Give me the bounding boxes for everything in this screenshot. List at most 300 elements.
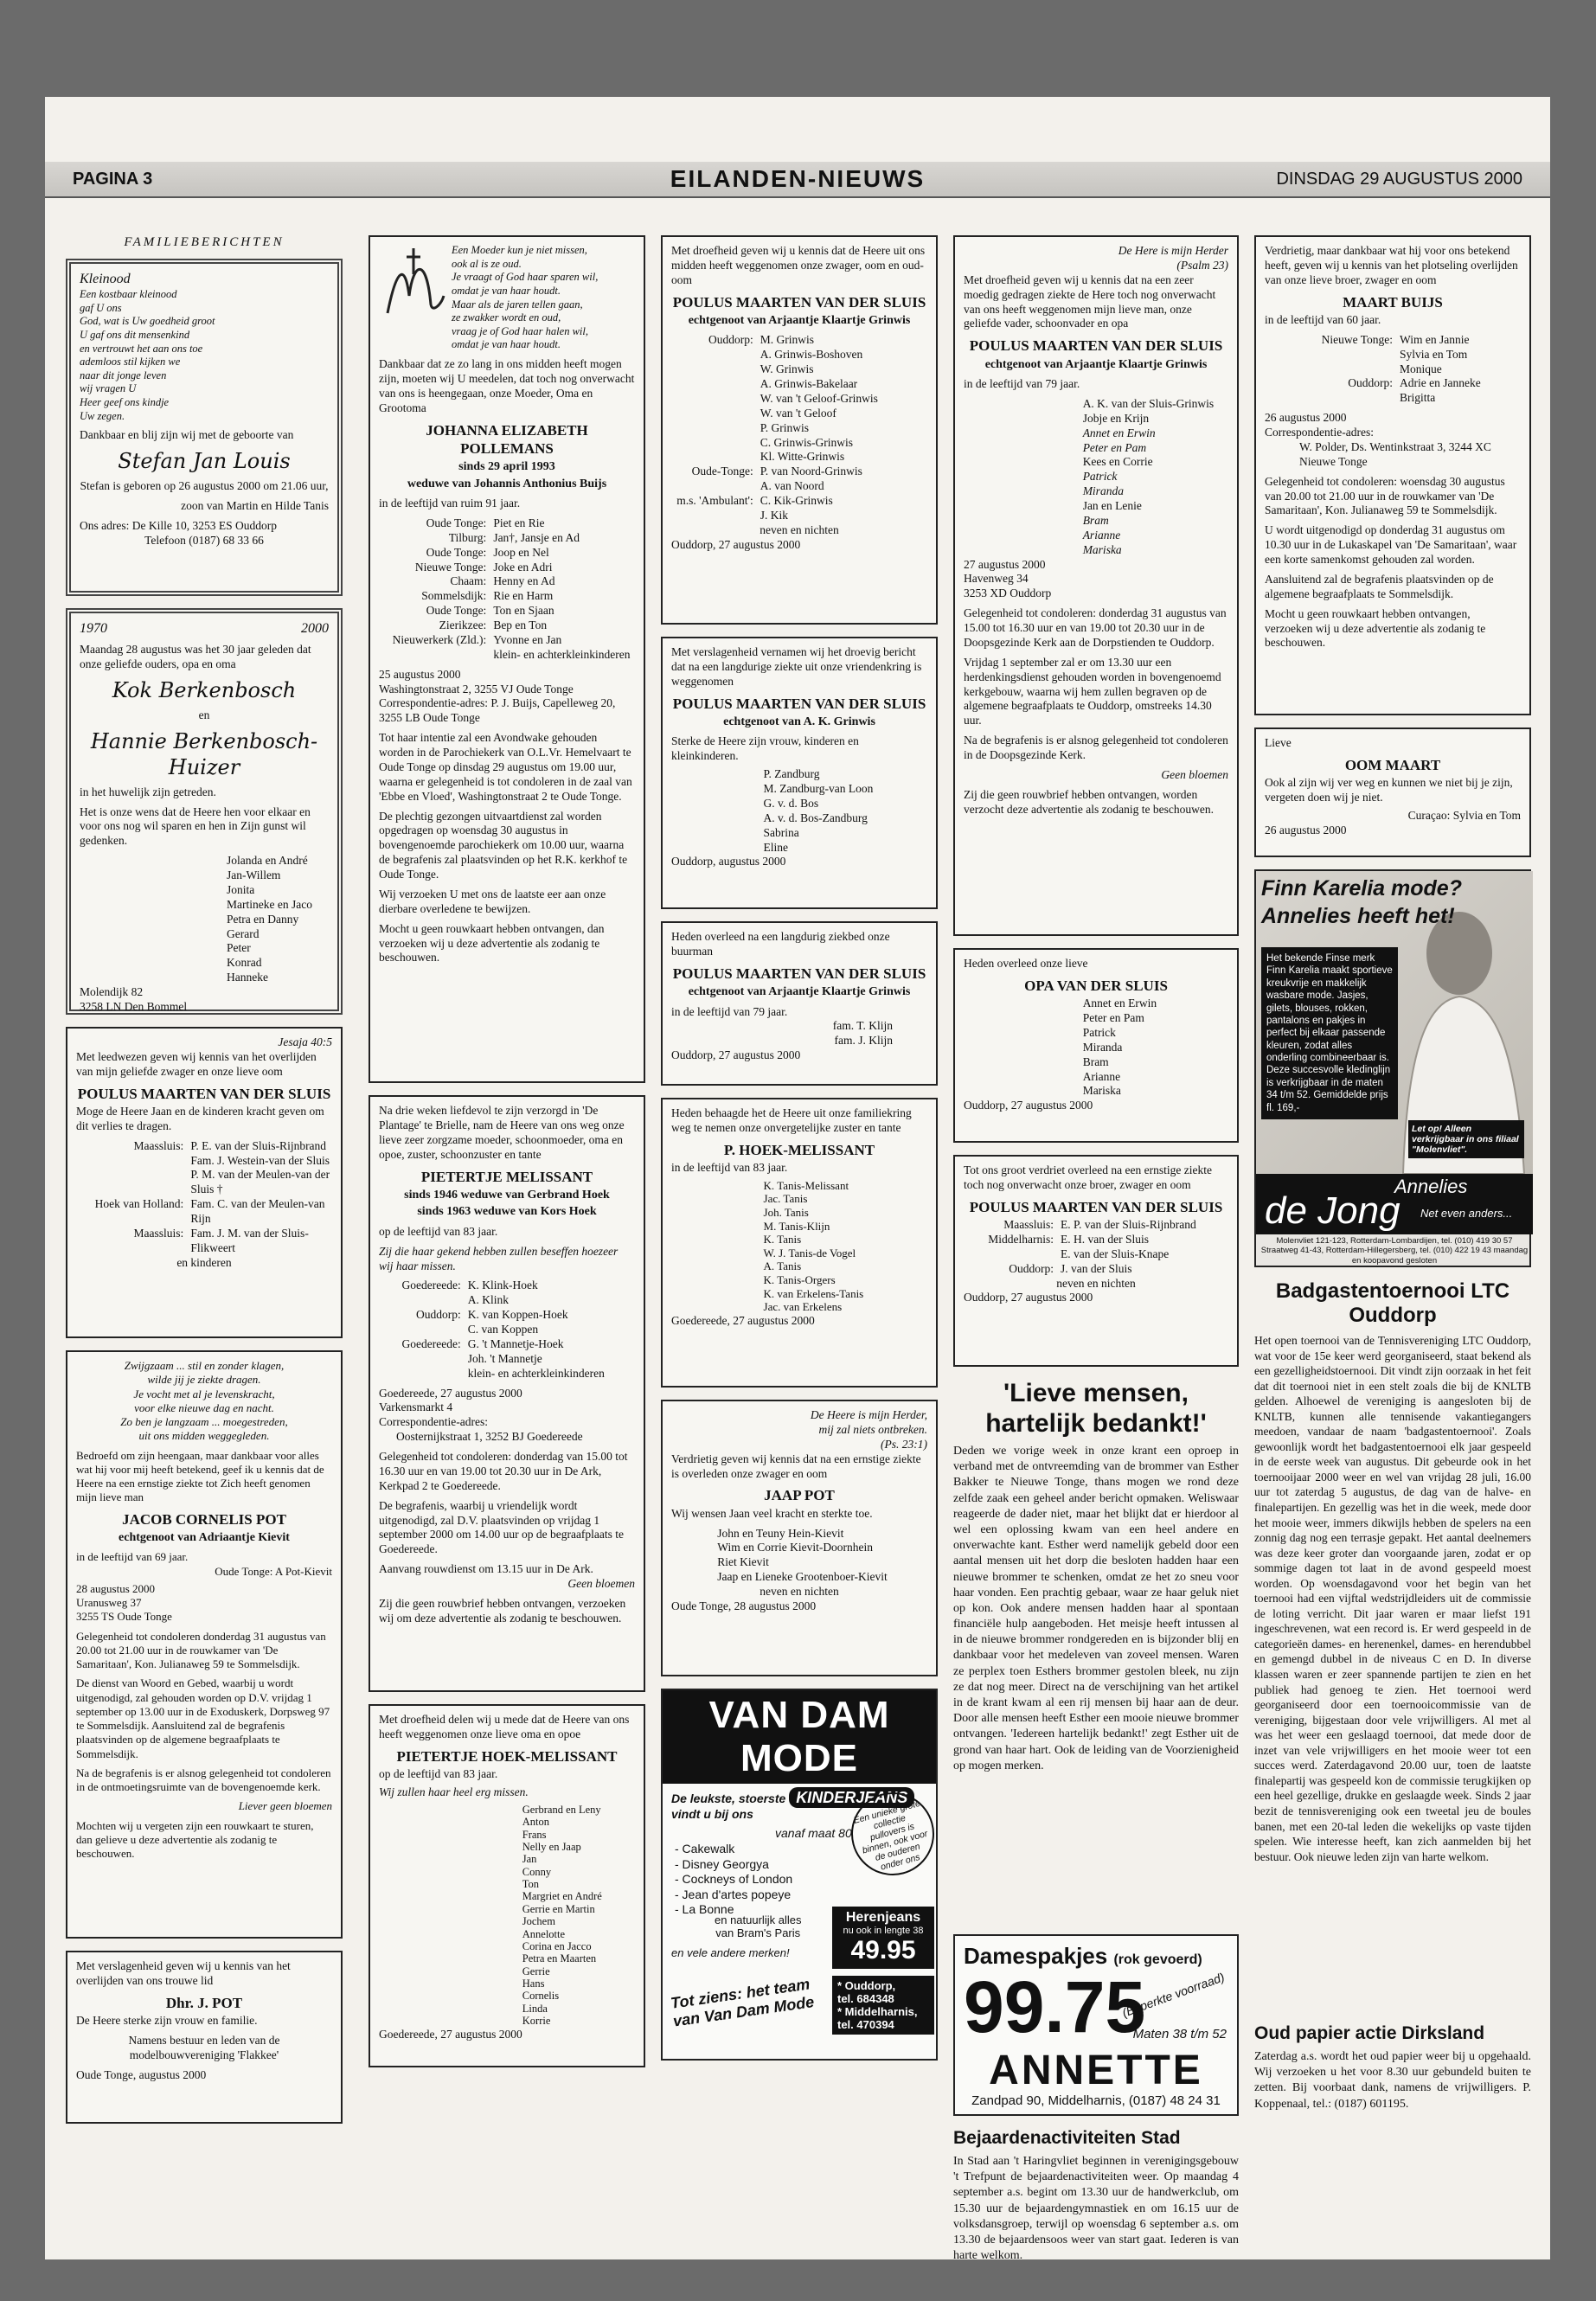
deceased-name: PIETERTJE MELISSANT: [420, 1168, 593, 1185]
wife-name: Hannie Berkenbosch-Huizer: [90, 728, 318, 779]
address-line: 28 augustus 2000: [76, 1581, 155, 1595]
relative: M. Grinwis: [760, 333, 814, 347]
relative-row: [671, 333, 927, 348]
poem-line: Een kostbaar kleinood: [80, 288, 177, 300]
age-line: in de leeftijd van 83 jaar.: [671, 1161, 788, 1174]
spouse-line: echtgenoot van Arjaantje Klaartje Grinwis: [688, 985, 911, 998]
relative: W. Grinwis: [760, 362, 814, 376]
place: [671, 479, 760, 494]
family-member: P. Zandburg: [763, 767, 820, 781]
relative: J. Kik: [760, 508, 788, 522]
relative-row: [379, 561, 635, 575]
obit-end: Ouddorp, 27 augustus 2000: [671, 537, 801, 551]
relative: W. van 't Geloof-Grinwis: [760, 391, 878, 405]
relative: Fam. J. M. van der Sluis-Flikweert: [190, 1226, 309, 1254]
announcement-oom-maart: [1254, 727, 1531, 857]
deceased-name: JAAP POT: [764, 1487, 835, 1504]
family-member: Mariska: [1082, 1084, 1121, 1098]
location-line: tel. 684348: [837, 1992, 894, 2005]
obit-end: Ouddorp, 27 augustus 2000: [964, 1099, 1093, 1112]
family-member: Peter en Pam: [1082, 1011, 1144, 1024]
article-title: Bejaardenactiviteiten Stad: [953, 2128, 1181, 2148]
article-title: 'Lieve mensen, hartelijk bedankt!': [985, 1379, 1207, 1438]
poem-heading: Kleinood: [80, 272, 131, 286]
ad-body: Het bekende Finse merk Finn Karelia maakt sportieve kreukvrije en makkelijk wasbare mode. Jasjes, gilets, blouses, rokken, pantalons en pakjes in perfect bij elkaar passende kleuren, zodat alles onderling combineerbaar is. Deze succesvolle kledinglijn is verkrijgbaar in de maten 34 t/m 52. Gemiddelde prijs fl. 169,-: [1261, 947, 1398, 1119]
relative-row: [76, 1168, 332, 1197]
relative-row: [379, 1352, 635, 1367]
poem: [80, 288, 329, 423]
calligraphic-m-icon: [379, 244, 448, 322]
branch-note: Let op! Alleen verkrijgbaar in ons filiaal "Molenvliet".: [1408, 1120, 1524, 1158]
poem-line: Je vraagt of God haar sparen wil,: [452, 271, 599, 284]
obituary-poulus-3: [661, 637, 938, 909]
family-member: Kees en Corrie: [1082, 455, 1153, 469]
place: [379, 1352, 468, 1367]
family-member: Linda: [522, 2002, 548, 2015]
family-list: [717, 1527, 927, 1586]
relative: C. Kik-Grinwis: [760, 494, 833, 507]
obit-text: Heden behaagde het de Heere uit onze familiekring weg te nemen onze onvergetelijke zuster en tante: [671, 1106, 912, 1134]
shop-locations: [832, 1976, 934, 2035]
family-member: Sabrina: [763, 825, 799, 839]
relative-row: [964, 1218, 1228, 1233]
poem-line: wij vragen U: [80, 382, 137, 395]
after-info: Na de begrafenis is er alsnog gelegenheid tot condoleren in de Doopsgezinde Kerk.: [964, 734, 1228, 761]
address-line: Havenweg 34: [964, 572, 1029, 586]
obituary-poulus-4: [661, 921, 938, 1086]
family-member: Gerrie: [522, 1965, 550, 1977]
family-member: A. K. van der Sluis-Grinwis: [1082, 396, 1215, 410]
year-start: 1970: [80, 621, 107, 636]
quote: Wij zullen haar heel erg missen.: [379, 1785, 529, 1798]
relative-row: [379, 589, 635, 604]
obit-end: Oude Tonge, 28 augustus 2000: [671, 1599, 817, 1612]
relative: A. Grinwis-Boshoven: [760, 348, 863, 362]
widow-line-2: sinds 1963 weduwe van Kors Hoek: [417, 1205, 597, 1219]
age-line: in de leeftijd van 60 jaar.: [1265, 312, 1381, 326]
relative-row: [671, 509, 927, 523]
family-member: Jobje en Krijn: [1082, 411, 1150, 425]
deceased-name: JACOB CORNELIS POT: [122, 1510, 286, 1528]
article-title: Oud papier actie Dirksland: [1254, 2023, 1485, 2043]
spouse-line: echtgenoot van Arjaantje Klaartje Grinwis: [984, 357, 1208, 371]
relative: Fam. J. Westein-van der Sluis: [190, 1153, 330, 1167]
family-member: Jonita: [227, 882, 255, 896]
obit-text: Tot ons groot verdriet overleed na een ernstige ziekte toch nog onverwacht onze broer, zwager en oom: [964, 1163, 1212, 1191]
location-line: * Ouddorp,: [837, 1979, 896, 1992]
family-member: Joh. Tanis: [763, 1206, 809, 1220]
nephews: neven en nichten: [760, 1585, 839, 1598]
place: Oude Tonge:: [426, 516, 487, 529]
family-member: Nelly en Jaap: [522, 1840, 581, 1853]
place: Middelharnis:: [988, 1232, 1054, 1246]
poem-line: en vertrouwt het aan ons toe: [80, 342, 203, 355]
family-member: Jan en Lenie: [1082, 499, 1142, 512]
deceased-name: PIETERTJE HOEK-MELISSANT: [396, 1747, 618, 1765]
news-article-bejaarden: [953, 2128, 1239, 2292]
nephews: neven en nichten: [1056, 1276, 1136, 1290]
obit-text: Heden overleed onze lieve: [964, 957, 1088, 970]
service-info: U wordt uitgenodigd op donderdag 31 augustus om 10.30 uur in de Lukaskapel van 'De Samaritaan', waar een korte samenkomst gehouden zal worden.: [1265, 523, 1517, 566]
brand-item: - La Bonne: [675, 1902, 734, 1916]
verse-line-1: De Here is mijn Herder: [1118, 244, 1228, 257]
on-behalf: Namens bestuur en leden van de modelbouwvereniging 'Flakkee': [128, 2033, 280, 2061]
place: Hoek van Holland:: [94, 1197, 184, 1211]
obit-end: Ouddorp, augustus 2000: [671, 855, 786, 868]
extra-line: en natuurlijk alles: [715, 1913, 802, 1926]
relatives: [76, 1139, 332, 1256]
relative-row: [379, 1308, 635, 1323]
address-line: Washingtonstraat 2, 3255 VJ Oude Tonge: [379, 682, 574, 695]
relative: Bep en Ton: [493, 619, 548, 631]
spouse-line: echtgenoot van Arjaantje Klaartje Grinwis: [688, 313, 911, 327]
annelies-de-jong-ad: [1254, 869, 1531, 1267]
family-member: Eline: [763, 840, 789, 854]
obit-text: Met droefheid delen wij u mede dat de Heere van ons heeft weggenomen onze lieve oma en opoe: [379, 1713, 630, 1740]
parents: zoon van Martin en Hilde Tanis: [181, 499, 329, 512]
obituary-opa: [953, 948, 1239, 1143]
relative: Fam. C. van der Meulen-van Rijn: [190, 1197, 325, 1225]
poem-line: God, wat is Uw goedheid groot: [80, 315, 215, 328]
relative: W. van 't Geloof: [760, 406, 836, 420]
relative-row: [379, 1323, 635, 1337]
title-text: Damespakjes: [964, 1943, 1108, 1969]
obit-wish: Wij wensen Jaan veel kracht en sterkte toe.: [671, 1506, 873, 1520]
column-5: [1254, 235, 1531, 2153]
family-member: Annelotte: [522, 1927, 566, 1940]
brand-item: - Cockneys of London: [675, 1872, 793, 1886]
relative: C. Grinwis-Grinwis: [760, 435, 853, 449]
poem-block: [379, 244, 635, 352]
deceased-name: MAART BUIJS: [1343, 293, 1443, 311]
poem-line: naar dit jonge leven: [80, 369, 167, 381]
relative: Brigitta: [1400, 391, 1436, 405]
brand-item: - Cakewalk: [675, 1842, 735, 1856]
relative-row: [671, 450, 927, 465]
widow-line-1: sinds 1946 weduwe van Gerbrand Hoek: [404, 1188, 610, 1202]
relative: J. van der Sluis: [1061, 1261, 1132, 1275]
family-member: Arianne: [1082, 1069, 1121, 1083]
relative-row: [671, 348, 927, 362]
funeral-info: De begrafenis, waarbij u vriendelijk wordt uitgenodigd, zal D.V. plaatsvinden op vrijdag 1 september 2000 om 14.00 uur op de begraafplaats te Goedereede.: [379, 1498, 625, 1556]
obit-end: Goedereede, 27 augustus 2000: [379, 2027, 522, 2041]
relative: Monique: [1400, 362, 1442, 375]
offer-label: Herenjeans: [845, 1910, 921, 1925]
family-member: Jolanda en André: [227, 854, 308, 868]
family-member: Margriet en André: [522, 1890, 602, 1903]
place: Goedereede:: [401, 1279, 461, 1292]
address-line: Molendijk 82: [80, 985, 144, 998]
condolence-info: Gelegenheid tot condoleren: donderdag van 15.00 tot 16.30 uur en van 19.00 tot 20.30 uur in De Ark, Kerkpad 2 te Goedereede.: [379, 1450, 628, 1492]
address-line: Uranusweg 37: [76, 1596, 142, 1609]
address-line: 3253 XD Ouddorp: [964, 586, 1052, 600]
brand-first: Annelies: [1394, 1176, 1468, 1197]
obit-wish: Sterke de Heere zijn vrouw, kinderen en kleinkinderen.: [671, 734, 859, 763]
deceased-name: POULUS MAARTEN VAN DER SLUIS: [969, 1198, 1223, 1215]
place: Maassluis:: [133, 1138, 184, 1152]
condolence-info: Gelegenheid tot condoleren: donderdag 31 augustus van 15.00 tot 16.30 uur en van 19.00 tot 20.30 uur in de Doopsgezinde Kerk aan de Dorpstienden te Ouddorp.: [964, 606, 1227, 649]
age-line: in de leeftijd van 79 jaar.: [964, 377, 1080, 390]
relative-row: [671, 407, 927, 421]
relative-row: [964, 1262, 1228, 1277]
obit-text: Met verslagenheid geven wij u kennis van het overlijden van ons trouwe lid: [76, 1959, 291, 1987]
family-member: Annet en Erwin: [1082, 426, 1156, 439]
tagline-part: De leukste, stoerste: [671, 1791, 786, 1805]
place: [671, 348, 760, 362]
relative: Adrie en Janneke: [1400, 376, 1481, 390]
baby-name: Stefan Jan Louis: [118, 449, 291, 474]
obit-text: Verdrietig geven wij kennis dat na een ernstige ziekte is overleden onze zwager en oom: [671, 1452, 921, 1480]
place: [671, 362, 760, 377]
family-member: Anton: [522, 1816, 549, 1829]
article-body: Deden we vorige week in onze krant een oproep in verband met de ontvreemding van de brommer van Esther Bakker te Nieuwe Tonge, thans mogen we rond deze zelfde zaak een geheel ander bericht opmaken. Weliswaar reageerde de dader niet, maar het blijkt dat er hierdoor al wel een oplossing kwam van een heel andere en onverwachte kant. Esther werd namelijk gebeld door een aantal mensen uit het dorp die besloten hadden haar een nieuwe brommer te schenken, omdat ze het zo sneu voor haar vonden. Een prachtig gebaar, waar ze haar geluk niet op kon. Ook andere mensen hadden haar al spontaan financiële hulp aangeboden. Het meisje heeft intussen al in de nieuwe brommer rondgereden en is bijzonder blij en dankbaar voor het medeleven van zoveel mensen. Waren ze perplex toen Esthers brommer gestolen bleek, nu zijn ze dat nog meer. Direct na de verschijning van het artikel in de krant kwam al een rij mensen bij haar aan de deur. Door alle mensen heeft Esther een mooie nieuwe brommer ontvangen. 'Iedereen hartelijk bedankt!' zegt Esther uit de grond van haar hart. Ook de leiding van de Voorzienigheid op mogen merken.: [953, 1445, 1239, 1772]
relative: A. van Noord: [760, 479, 824, 493]
deceased-name: JOHANNA ELIZABETH POLLEMANS: [426, 421, 588, 457]
offer-sub: nu ook in lengte 38: [843, 1926, 924, 1936]
obit-text: Met leedwezen geven wij kennis van het overlijden van mijn geliefde zwager en onze lieve oom: [76, 1049, 317, 1078]
service-start: Aanvang rouwdienst om 13.15 uur in De Ark.: [379, 1562, 593, 1576]
obit-text: Met droefheid geven wij u kennis dat na een zeer moedig gedragen ziekte de Here toch nog onverwacht van ons heeft weggenomen mijn lieve man, onze geliefde vader, schoonvader en opa: [964, 272, 1216, 330]
relative-row: [379, 604, 635, 619]
relative-row: [1265, 348, 1521, 362]
deceased-name: P. HOEK-MELISSANT: [723, 1141, 875, 1158]
relative: G. 't Mannetje-Hoek: [467, 1336, 564, 1350]
jeans-offer: [832, 1907, 934, 1969]
place: [1265, 348, 1400, 362]
masthead: [45, 162, 1550, 198]
correspondence: Correspondentie-adres: P. J. Buijs, Capelleweg 20, 3255 LB Oude Tonge: [379, 696, 616, 725]
relative-row: [671, 479, 927, 494]
ad-title: VAN DAM MODE: [663, 1690, 936, 1784]
birth-time: Stefan is geboren op 26 augustus 2000 om 21.06 uur,: [80, 479, 329, 493]
poem-line: vraag je of God haar halen wil,: [452, 324, 588, 337]
relative-row: [379, 531, 635, 546]
place: [379, 1293, 468, 1308]
grandchildren: klein- en achterkleinkinderen: [493, 647, 631, 661]
article-body: In Stad aan 't Haringvliet beginnen in verenigingsgebouw 't Trefpunt de bejaardenactiviteiten weer. Op maandag 4 september a.s. begint om 13.30 uur de handwerkclub, om 15.30 uur de bejaardengymnastiek en om 16.15 uur de volksdansgroep, terwijl op woensdag 6 september a.s. om 13.30 de bejaardensoos weer van start gaat. Iederen is van harte welkom.: [953, 2155, 1239, 2263]
relative-row: [671, 465, 927, 479]
page-number: PAGINA 3: [73, 170, 153, 189]
relative-row: [76, 1227, 332, 1256]
tagline-highlight: KINDERJEANS: [789, 1787, 914, 1808]
relative: E. van der Sluis-Knape: [1061, 1247, 1170, 1260]
poem-line: ze zwakker wordt en oud,: [452, 311, 561, 324]
family-member: Jan: [522, 1853, 537, 1866]
size-from: vanaf maat 80: [775, 1826, 852, 1840]
service-info: Vrijdag 1 september zal er om 13.30 uur een herdenkingsdienst gehouden worden in bovengenoemd kerkgebouw, waarna wij hem zullen begraven op de algemene begraafplaats te Ouddorp, omstreeks 14.30 uur.: [964, 655, 1221, 727]
place: [1265, 362, 1400, 377]
relative-row: [1265, 362, 1521, 377]
relative: Joh. 't Mannetje: [467, 1351, 542, 1365]
deceased-name: OPA VAN DER SLUIS: [1024, 977, 1168, 994]
relative: P. E. van der Sluis-Rijnbrand: [190, 1138, 327, 1152]
place: [671, 392, 760, 407]
place: Nieuwerkerk (Zld.):: [392, 632, 487, 646]
family-list: [1083, 997, 1228, 1099]
place: m.s. 'Ambulant':: [676, 494, 753, 507]
place: [1265, 391, 1400, 406]
poem-line: wilde jij je ziekte dragen.: [147, 1373, 261, 1387]
family-list: [1083, 397, 1228, 558]
poem-line: Een Moeder kun je niet missen,: [452, 244, 587, 256]
married-text: in het huwelijk zijn getreden.: [80, 785, 216, 798]
phone: Telefoon (0187) 68 33 66: [144, 533, 264, 547]
relative-row: [1265, 391, 1521, 406]
place: [671, 421, 760, 436]
family-member: Cornelis: [522, 1990, 560, 2003]
obit-text: Bedroefd om zijn heengaan, maar dankbaar voor alles wat hij voor mij heeft betekend, geef ik u kennis dat de Heere na een ernstige ziekte tot Zich heeft genomen mijn lieve man: [76, 1448, 324, 1504]
deceased-name: Dhr. J. POT: [165, 1994, 243, 2011]
service-info: De dienst van Woord en Gebed, waarbij u wordt uitgenodigd, zal gehouden worden op D.V. vrijdag 1 september op 13.00 uur in de Exoduskerk, Dorpsweg 97 te Sommelsdijk. Aansluitend zal de begrafenis plaatsvinden op de algemene begraafplaats te Sommelsdijk.: [76, 1676, 330, 1760]
anniversary-years: [80, 620, 329, 638]
sizes: Maten 38 t/m 52: [1132, 2027, 1227, 2041]
family-member: Miranda: [1082, 1040, 1123, 1054]
store-addresses: Molenvliet 121-123, Rotterdam-Lombardijen, tel. (010) 419 30 57 Straatweg 41-43, Rotterdam-Hillegersberg, tel. (010) 422 19 43 maandag en koopavond gesloten: [1260, 1236, 1529, 1266]
relative-row: [964, 1247, 1228, 1262]
widow-line: weduwe van Johannis Anthonius Buijs: [407, 477, 607, 490]
place: Nieuwe Tonge:: [414, 560, 487, 574]
place: [964, 1247, 1061, 1262]
obituary-melissant: [369, 1095, 645, 1692]
respect-note: Wij verzoeken U met ons de laatste eer aan onze dierbare overledene te bewijzen.: [379, 887, 606, 915]
vigil-info: Tot haar intentie zal een Avondwake gehouden worden in de Parochiekerk van O.L.Vr. Hemelvaart te Oude Tonge op dinsdag 29 augustus om 19.00 uur, waarna er gelegenheid is tot condoleren in de zaal van 'Ebbe en Vloed', Washingtonstraat 2 te Oude Tonge.: [379, 731, 632, 803]
family-member: K. Tanis-Melissant: [763, 1178, 849, 1192]
place: Oude Tonge:: [426, 604, 487, 618]
family-member: Hanneke: [227, 971, 268, 984]
nephews: neven en nichten: [760, 522, 839, 536]
relatives: [964, 1218, 1228, 1277]
obituary-buijs: [1254, 235, 1531, 715]
relative: P. van Noord-Grinwis: [760, 465, 862, 478]
place: [671, 509, 760, 523]
relative: A. Klink: [467, 1293, 509, 1307]
family-member: Hans: [522, 1977, 545, 1990]
place: Tilburg:: [448, 530, 487, 544]
no-flowers: Geen bloemen: [567, 1577, 635, 1590]
obit-wish: Moge de Heere Jaan en de kinderen kracht geven om dit verlies te dragen.: [76, 1104, 324, 1132]
obituary-pollemans: [369, 235, 645, 1083]
family-member: Petra en Danny: [227, 912, 299, 926]
deceased-name: POULUS MAARTEN VAN DER SLUIS: [672, 695, 926, 712]
place: Ouddorp:: [1009, 1261, 1054, 1275]
family-member: A. v. d. Bos-Zandburg: [763, 811, 868, 824]
family-list: [764, 767, 927, 855]
relative-row: [964, 1233, 1228, 1247]
relative-row: [379, 546, 635, 561]
relative: A. Grinwis-Bakelaar: [760, 377, 858, 390]
column-3: [661, 235, 938, 2073]
relative-row: [379, 516, 635, 531]
tagline-part: vindt u bij ons: [671, 1807, 753, 1821]
relative: Henny en Ad: [493, 574, 555, 588]
relative: Kl. Witte-Grinwis: [760, 450, 845, 464]
relative-row: [1265, 376, 1521, 391]
funeral-info: De plechtig gezongen uitvaartdienst zal worden opgedragen op woensdag 30 augustus in bovengenoemde parochiekerk om 10.00 uur, waarna de begrafenis zal plaatsvinden op het R.K. kerkhof te Oude Tonge.: [379, 809, 628, 881]
poem-line: omdat je van haar houdt.: [452, 338, 561, 351]
anniversary-announcement: [66, 608, 343, 1015]
no-flowers: Geen bloemen: [1161, 767, 1228, 781]
shop-address: Zandpad 90, Middelharnis, (0187) 48 24 31: [971, 2093, 1221, 2108]
column-4: [953, 235, 1239, 2292]
verse-ref: (Ps. 23:1): [881, 1437, 927, 1451]
brand-slogan: Net even anders...: [1420, 1207, 1513, 1220]
place: [671, 377, 760, 392]
other-brands: en vele andere merken!: [671, 1946, 790, 1959]
newspaper-page: [45, 97, 1550, 2263]
brand-item: - Jean d'artes popeye: [675, 1887, 792, 1901]
funeral-info: Aansluitend zal de begrafenis plaatsvinden op de algemene begraafplaats te Sommelsdijk.: [1265, 572, 1494, 600]
address-line: 3255 TS Oude Tonge: [76, 1610, 172, 1624]
family-member: Frans: [522, 1828, 547, 1841]
obituary-hoek-melissant: [369, 1704, 645, 2067]
article-body: Het open toernooi van de Tennisvereniging LTC Ouddorp, wat voor de 15e keer werd georganiseerd, staat bekend als een gezelligheidstoernooi. Dit vindt zijn oorzaak in het feit dat dit toernooi niet in een stelt zoals die bij de KNLTB gelden. Alhoewel de vereniging is aangesloten bij de KNLTB, kunnen alle tennisende vakantiegangers meedoen, vandaar de naam 'badgastentoernooi'. Zoals gewoonlijk wordt het badgastentoernooi elk jaar gespeeld in de eerste week van augustus. Dit gebeurde ook in het toernooijaar 2000 weer en wel van vrijdag 28 juli, 16.00 uur tot zaterdag 5 augustus, de dag van de halve- en finalepartijen. En gezellig was het in die week, mede door het mooie weer, immers dikwijls hebben de spelers na een zonnig dag nog een terrasje gepakt. Het aantal deelnemers was deze keer groter dan voorgaande jaren, zodat er op sommige dagen tot laat in de avond gespeeld moest worden. Op woensdagavond voor het begin van het toernooi had een vijftal wedstrijdleiders uit de commissie de loting verricht. Dit jaar waren er maar liefst 191 ingeschrevenen, wat een record is. Er werd gespeeld in de categorieën dames- en herenenkel, dames- en herendubbel en gemengd dubbel in de niveaus C en D. In diverse klassen waren er zeer spannende partijen te zien en het publiek had genoeg te zien. Het toernooi werd georganiseerd door een toernooicommissie van de vereniging, bijgestaan door vele vrijwilligers. Al met al was het weer een geslaagd toernooi, dat mede door de inzet van vele vrijwilligers en het mooie weer tot een succes werd. Zaterdagavond 20.00 uur, toen de laatste finalepartij was gespeeld kon de commissie terugkijken op een heel gezellige, drukke en geslaagde week. Sinds 2 jaar bezit de tennisvereniging ook een tweetal jeu de boules banen, met een 20-tal leden die wekelijks op vaste tijden spelen. Wie interesse heeft, kan zich aanmelden bij het bestuur. Ook nieuwe leden zijn van harte welkom.: [1254, 1334, 1531, 1863]
ad-price: 99.75: [964, 1966, 1146, 2048]
family-member: Jochem: [522, 1915, 555, 1928]
place: [379, 1323, 468, 1337]
extra-line: van Bram's Paris: [715, 1926, 801, 1939]
deceased-name: POULUS MAARTEN VAN DER SLUIS: [672, 965, 926, 982]
obit-wish: De Heere sterke zijn vrouw en familie.: [76, 2014, 258, 2027]
place: Nieuwe Tonge:: [1321, 332, 1393, 346]
relatives: [1265, 333, 1521, 406]
date-line: 25 augustus 2000: [379, 667, 461, 681]
age-line: op de leeftijd van 83 jaar.: [379, 1224, 498, 1238]
address-line: 27 augustus 2000: [964, 557, 1046, 571]
from-line: Oude Tonge: A Pot-Kievit: [215, 1564, 332, 1578]
place: Chaam:: [450, 574, 487, 588]
family-member: M. Tanis-Klijn: [763, 1219, 830, 1233]
place: [671, 450, 760, 465]
family-member: Martineke en Jaco: [227, 897, 312, 911]
correspondence: Correspondentie-adres:: [379, 1415, 488, 1429]
place: Oude Tonge:: [426, 545, 487, 559]
relative-row: [76, 1139, 332, 1154]
poem-line: ook al is ze oud.: [452, 257, 522, 270]
place: Maassluis:: [133, 1226, 184, 1240]
poem-line: gaf U ons: [80, 301, 122, 314]
relative: Wim en Jannie: [1400, 332, 1470, 346]
since-line: sinds 29 april 1993: [458, 460, 555, 473]
relative-row: [671, 494, 927, 509]
relative: Yvonne en Jan: [493, 632, 562, 646]
date-line: 26 augustus 2000: [1265, 823, 1347, 836]
news-article-oud-papier: [1254, 2023, 1531, 2153]
brand-bar: [1256, 1174, 1533, 1234]
location-line: * Middelharnis,: [837, 2005, 918, 2018]
obit-end: Ouddorp, 27 augustus 2000: [964, 1291, 1093, 1304]
place: Zierikzee:: [439, 619, 487, 631]
family-member: K. Tanis-Orgers: [763, 1273, 836, 1287]
family-member: M. Zandburg-van Loon: [763, 782, 874, 795]
year-end: 2000: [301, 621, 329, 636]
relative-row: [671, 362, 927, 377]
family-member: Ton: [522, 1878, 540, 1890]
family-member: Jaap en Lieneke Grootenboer-Kievit: [717, 1570, 888, 1584]
relatives: [379, 1279, 635, 1366]
address: Ons adres: De Kille 10, 3253 ES Ouddorp: [80, 518, 277, 532]
place: Sommelsdijk:: [421, 589, 487, 603]
obit-text: Met verslagenheid vernamen wij het droevig bericht dat na een langdurige ziekte uit onze vriendenkring is weggenomen: [671, 645, 922, 688]
neighbour-2: fam. J. Klijn: [834, 1034, 893, 1048]
age-line: in de leeftijd van ruim 91 jaar.: [379, 497, 521, 510]
relative: E. P. van der Sluis-Rijnbrand: [1061, 1218, 1196, 1231]
age-line: op de leeftijd van 83 jaar.: [379, 1767, 498, 1780]
relative-row: [671, 392, 927, 407]
column-1: [66, 235, 343, 2136]
date-line: 26 augustus 2000: [1265, 411, 1347, 425]
family-member: Arianne: [1082, 528, 1121, 542]
family-member: K. Tanis: [763, 1233, 802, 1247]
